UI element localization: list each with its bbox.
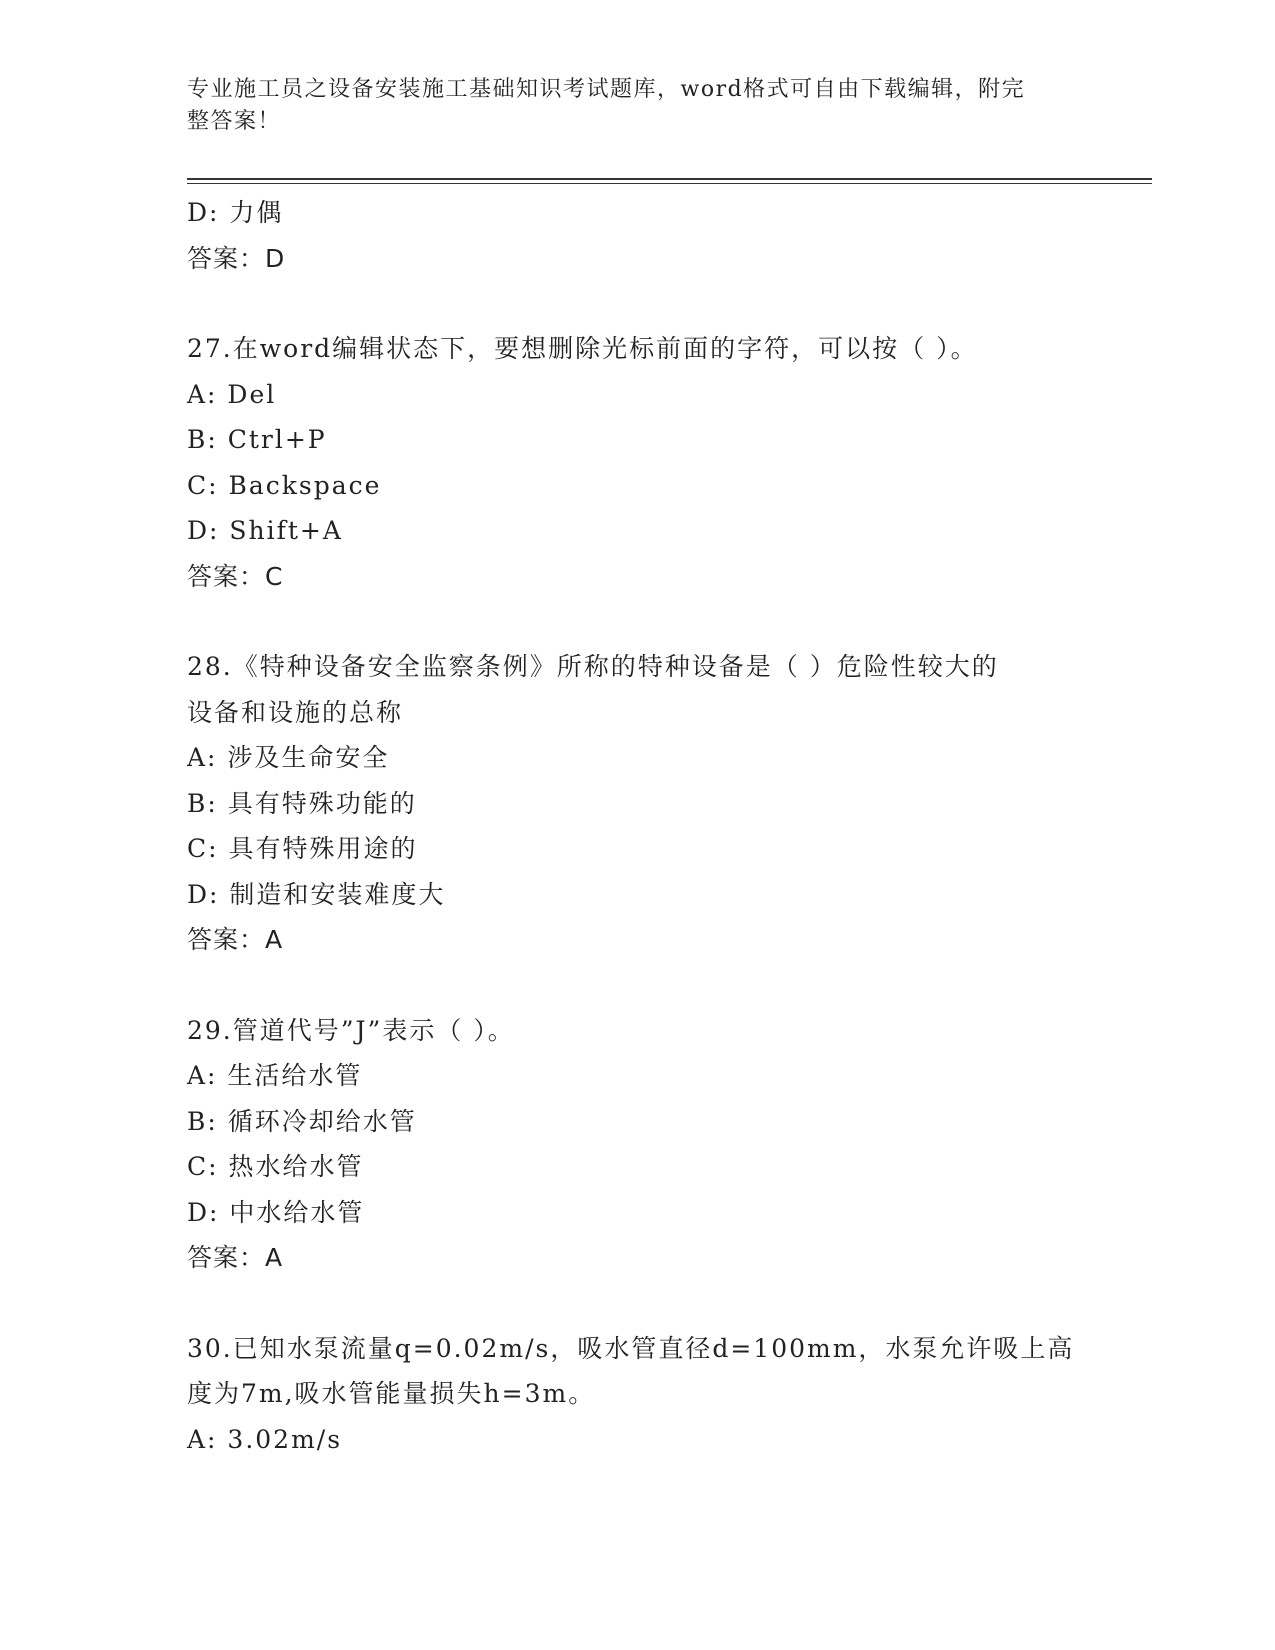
- option-a: A: Del: [187, 379, 277, 409]
- option-c: C: 具有特殊用途的: [187, 834, 418, 863]
- question-stem: 27.在word编辑状态下，要想删除光标前面的字符，可以按（ ）。: [187, 334, 978, 363]
- option-c: C: Backspace: [187, 470, 382, 500]
- page-header: [187, 74, 1067, 138]
- question-27: [187, 326, 1087, 599]
- header-title-line-1: 专业施工员之设备安装施工基础知识考试题库，word格式可自由下载编辑，附完: [187, 77, 1026, 102]
- answer-line: 答案：C: [187, 561, 284, 591]
- option-a: A: 涉及生命安全: [187, 743, 390, 772]
- question-stem-continued: 设备和设施的总称: [187, 697, 404, 727]
- option-c: C: 热水给水管: [187, 1152, 364, 1181]
- option-b: B: Ctrl+P: [187, 425, 327, 454]
- question-stem: 29.管道代号”J”表示（ ）。: [187, 1015, 515, 1045]
- option-d: D: 制造和安装难度大: [187, 879, 446, 909]
- option-d: D: 力偶: [187, 198, 284, 227]
- option-d: D: 中水给水管: [187, 1197, 365, 1227]
- answer-line: 答案：A: [187, 925, 284, 954]
- option-d: D: Shift+A: [187, 516, 343, 545]
- question-29: [187, 1008, 1087, 1281]
- question-28: [187, 644, 1087, 963]
- question-stem-continued: 度为7m,吸水管能量损失h=3m。: [187, 1379, 596, 1408]
- answer-line: 答案：D: [187, 243, 286, 273]
- question-stem: 30.已知水泵流量q=0.02m/s，吸水管直径d=100mm，水泵允许吸上高: [187, 1333, 1075, 1363]
- option-a: A: 生活给水管: [187, 1061, 363, 1090]
- question-content: [187, 190, 1087, 1462]
- question-stem: 28.《特种设备安全监察条例》所称的特种设备是（ ）危险性较大的: [187, 652, 999, 681]
- header-divider-thin: [187, 183, 1152, 184]
- option-a: A: 3.02m/s: [187, 1424, 343, 1454]
- question-30: [187, 1326, 1087, 1463]
- option-b: B: 循环冷却给水管: [187, 1106, 417, 1136]
- header-title-line-2: 整答案！: [187, 109, 282, 134]
- previous-question-tail: [187, 190, 1087, 281]
- option-b: B: 具有特殊功能的: [187, 788, 417, 818]
- answer-line: 答案：A: [187, 1243, 284, 1272]
- header-divider-thick: [187, 178, 1152, 180]
